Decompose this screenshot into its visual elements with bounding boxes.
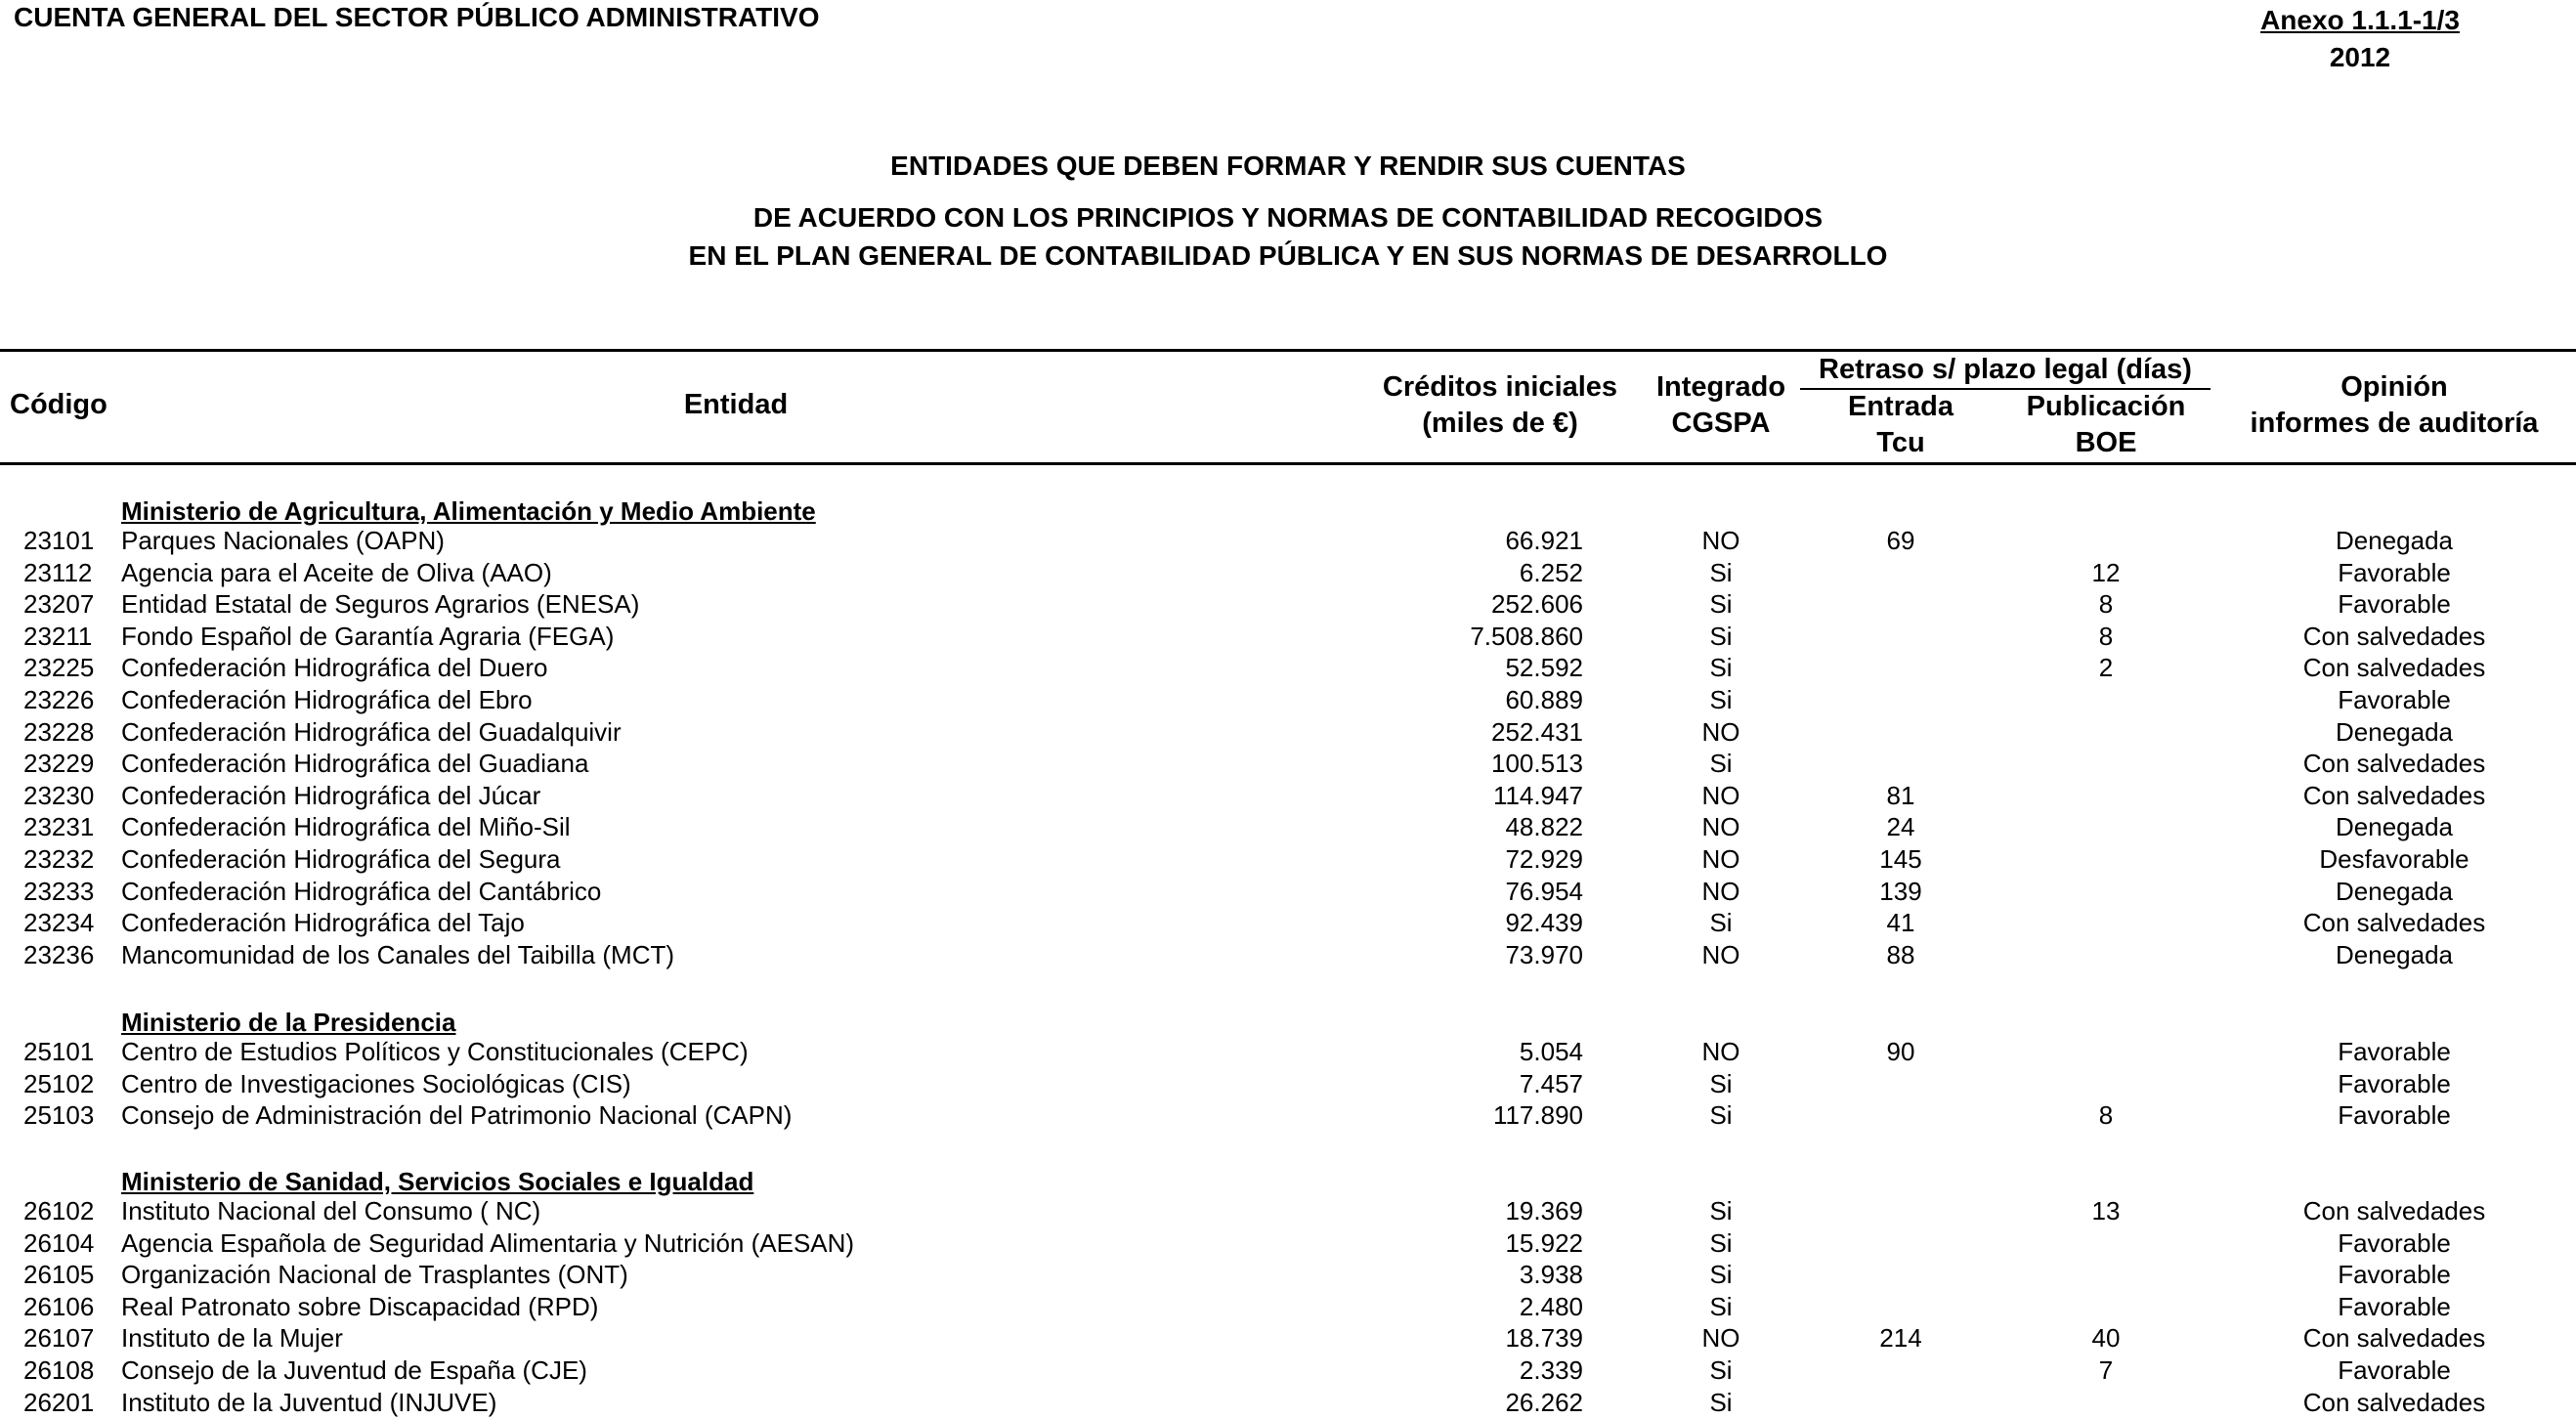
row-code: 23231 [23,812,95,842]
row-entity: Instituto Nacional del Consumo ( NC) [121,1196,541,1226]
row-opinion: Denegada [2336,716,2453,747]
table-row [0,1099,2576,1131]
row-entity: Instituto de la Juventud (INJUVE) [121,1387,497,1417]
column-header-credits-line-1: Créditos iniciales [1382,371,1618,403]
row-delay-boe: 8 [2098,621,2114,651]
row-delay-boe: 7 [2098,1355,2114,1385]
row-entity: Agencia para el Aceite de Oliva (AAO) [121,557,552,587]
row-entity: Parques Nacionales (OAPN) [121,526,445,555]
row-credits: 72.929 [1505,844,1583,874]
table-row [0,811,2576,842]
row-credits: 2.339 [1519,1355,1583,1385]
row-credits: 26.262 [1505,1387,1583,1417]
row-entity: Confederación Hidrográfica del Júcar [121,780,541,810]
row-credits: 3.938 [1519,1260,1583,1290]
row-code: 23232 [23,844,95,874]
row-integrated: NO [1701,526,1740,555]
row-credits: 92.439 [1505,908,1583,938]
row-credits: 7.457 [1519,1068,1583,1098]
table-row [0,1354,2576,1386]
row-code: 26107 [23,1323,95,1354]
table-row [0,621,2576,652]
row-integrated: Si [1709,1260,1733,1290]
annex-number: Anexo 1.1.1-1/3 [2260,5,2460,35]
row-code: 23207 [23,589,95,620]
table-row [0,716,2576,748]
row-opinion: Favorable [2338,1291,2451,1321]
row-credits: 6.252 [1519,557,1583,587]
row-credits: 5.054 [1519,1037,1583,1066]
row-credits: 114.947 [1492,780,1583,810]
row-integrated: Si [1709,1291,1733,1321]
row-credits: 48.822 [1505,812,1583,842]
row-credits: 73.970 [1505,939,1583,969]
row-opinion: Denegada [2336,812,2453,842]
row-code: 26108 [23,1355,95,1385]
row-opinion: Con salvedades [2302,1323,2486,1354]
row-integrated: Si [1709,557,1733,587]
row-opinion: Favorable [2338,1068,2451,1098]
row-integrated: Si [1709,589,1733,620]
table-row [0,1387,2576,1418]
row-credits: 15.922 [1505,1227,1583,1258]
row-opinion: Favorable [2338,557,2451,587]
row-entity: Centro de Estudios Políticos y Constitucionales (CEPC) [121,1037,749,1066]
row-delay-tcu: 214 [1879,1323,1922,1354]
row-code: 23226 [23,685,95,714]
row-integrated: Si [1709,1387,1733,1417]
row-credits: 60.889 [1505,685,1583,714]
table-row [0,1195,2576,1226]
row-opinion: Favorable [2338,589,2451,620]
column-header-boe-line-2: BOE [2075,427,2137,458]
row-credits: 7.508.860 [1470,621,1583,651]
row-opinion: Favorable [2338,685,2451,714]
row-credits: 18.739 [1505,1323,1583,1354]
table-header-bottom-rule [0,462,2576,465]
table-row [0,939,2576,970]
row-entity: Agencia Española de Seguridad Alimentaria y Nutrición (AESAN) [121,1227,855,1258]
row-opinion: Denegada [2336,526,2453,555]
column-header-credits [1358,369,1642,442]
column-header-credits-line-2: (miles de €) [1422,408,1578,439]
ministry-group-header: Ministerio de Agricultura, Alimentación y Medio Ambiente [121,496,816,526]
row-code: 26104 [23,1227,95,1258]
ministry-group-header: Ministerio de la Presidencia [121,1008,456,1037]
row-entity: Mancomunidad de los Canales del Taibilla (MCT) [121,939,675,969]
row-integrated: Si [1709,1068,1733,1098]
row-entity: Consejo de Administración del Patrimonio Nacional (CAPN) [121,1100,793,1131]
row-credits: 52.592 [1505,653,1583,683]
row-code: 23230 [23,780,95,810]
row-integrated: Si [1709,621,1733,651]
row-entity: Confederación Hidrográfica del Duero [121,653,548,683]
column-header-integrated [1642,369,1800,442]
row-credits: 117.890 [1492,1100,1583,1131]
table-row [0,876,2576,907]
row-entity: Confederación Hidrográfica del Segura [121,844,561,874]
row-code: 23228 [23,716,95,747]
row-entity: Real Patronato sobre Discapacidad (RPD) [121,1291,599,1321]
row-entity: Confederación Hidrográfica del Ebro [121,685,533,714]
ministry-group-header: Ministerio de Sanidad, Servicios Sociales e Igualdad [121,1167,754,1196]
row-code: 25101 [23,1037,95,1066]
row-opinion: Favorable [2338,1037,2451,1066]
annex-reference [2218,2,2502,76]
annex-year: 2012 [2329,42,2391,72]
row-integrated: Si [1709,1355,1733,1385]
row-integrated: Si [1709,749,1733,779]
table-row [0,557,2576,588]
row-credits: 66.921 [1505,526,1583,555]
row-entity: Confederación Hidrográfica del Guadiana [121,749,589,779]
row-integrated: NO [1701,876,1740,906]
row-opinion: Denegada [2336,876,2453,906]
row-code: 26102 [23,1196,95,1226]
row-code: 23211 [23,621,93,651]
row-delay-tcu: 90 [1886,1037,1915,1066]
row-code: 25103 [23,1100,95,1131]
row-integrated: Si [1709,1100,1733,1131]
table-row [0,588,2576,620]
row-delay-tcu: 24 [1886,812,1915,842]
row-entity: Confederación Hidrográfica del Cantábrico [121,876,602,906]
column-header-integrated-line-1: Integrado [1655,371,1786,403]
table-row [0,748,2576,779]
table-row [0,1291,2576,1322]
column-header-tcu [1827,389,1974,461]
row-integrated: Si [1709,685,1733,714]
row-entity: Fondo Español de Garantía Agraria (FEGA) [121,621,615,651]
table-row [0,1322,2576,1354]
row-code: 23236 [23,939,95,969]
document-header: CUENTA GENERAL DEL SECTOR PÚBLICO ADMINISTRATIVO [14,2,820,32]
row-opinion: Denegada [2336,939,2453,969]
row-credits: 252.606 [1491,589,1583,620]
row-opinion: Con salvedades [2302,653,2486,683]
table-row [0,1227,2576,1259]
table-row [0,1068,2576,1099]
row-opinion: Favorable [2338,1227,2451,1258]
table-row [0,1259,2576,1290]
row-code: 25102 [23,1068,95,1098]
document-title-line-1: ENTIDADES QUE DEBEN FORMAR Y RENDIR SUS CUENTAS [890,150,1686,181]
table-row [0,684,2576,715]
row-code: 26105 [23,1260,95,1290]
row-integrated: Si [1709,1196,1733,1226]
row-delay-boe: 13 [2091,1196,2121,1226]
row-delay-tcu: 81 [1886,780,1915,810]
row-entity: Confederación Hidrográfica del Guadalquivir [121,716,622,747]
row-opinion: Con salvedades [2302,1387,2486,1417]
row-entity: Confederación Hidrográfica del Miño-Sil [121,812,571,842]
row-opinion: Desfavorable [2319,844,2469,874]
row-integrated: NO [1701,844,1740,874]
row-delay-tcu: 69 [1886,526,1915,555]
row-delay-boe: 8 [2098,589,2114,620]
row-code: 26106 [23,1291,95,1321]
row-integrated: Si [1709,908,1733,938]
column-header-boe-line-1: Publicación [2026,391,2186,422]
row-delay-tcu: 88 [1886,939,1915,969]
row-entity: Centro de Investigaciones Sociológicas (CIS) [121,1068,631,1098]
document-title-line-3: EN EL PLAN GENERAL DE CONTABILIDAD PÚBLICA Y EN SUS NORMAS DE DESARROLLO [688,240,1888,271]
row-opinion: Favorable [2338,1355,2451,1385]
row-integrated: NO [1701,939,1740,969]
row-opinion: Favorable [2338,1260,2451,1290]
column-header-opinion [2228,369,2560,442]
row-integrated: NO [1701,780,1740,810]
row-entity: Confederación Hidrográfica del Tajo [121,908,525,938]
column-header-delay: Retraso s/ plazo legal (días) [1819,354,2192,385]
row-credits: 100.513 [1491,749,1583,779]
column-header-tcu-line-1: Entrada [1848,391,1953,422]
row-integrated: NO [1701,716,1740,747]
row-code: 23101 [23,526,95,555]
row-delay-tcu: 145 [1879,844,1922,874]
table-row [0,652,2576,683]
row-credits: 2.480 [1519,1291,1583,1321]
row-opinion: Con salvedades [2302,621,2486,651]
row-integrated: Si [1709,1227,1733,1258]
document-title-line-2: DE ACUERDO CON LOS PRINCIPIOS Y NORMAS DE CONTABILIDAD RECOGIDOS [752,202,1824,233]
row-opinion: Favorable [2338,1100,2451,1131]
row-opinion: Con salvedades [2302,780,2486,810]
row-code: 23234 [23,908,95,938]
row-entity: Organización Nacional de Trasplantes (ONT) [121,1260,628,1290]
row-integrated: NO [1701,1323,1740,1354]
row-opinion: Con salvedades [2302,749,2486,779]
row-opinion: Con salvedades [2302,1196,2486,1226]
table-row [0,907,2576,938]
column-header-opinion-line-2: informes de auditoría [2250,408,2539,439]
row-code: 23229 [23,749,95,779]
row-opinion: Con salvedades [2302,908,2486,938]
row-delay-boe: 8 [2098,1100,2114,1131]
table-row [0,780,2576,811]
table-row [0,525,2576,556]
column-header-integrated-line-2: CGSPA [1671,408,1771,439]
column-header-entity: Entidad [683,389,789,420]
column-header-code: Código [10,389,107,420]
row-delay-tcu: 41 [1886,908,1915,938]
table-row [0,843,2576,875]
row-entity: Instituto de la Mujer [121,1323,343,1354]
row-delay-tcu: 139 [1879,876,1922,906]
row-integrated: NO [1701,812,1740,842]
row-entity: Entidad Estatal de Seguros Agrarios (ENESA) [121,589,640,620]
column-header-tcu-line-2: Tcu [1876,427,1925,458]
row-code: 23233 [23,876,95,906]
row-delay-boe: 12 [2091,557,2121,587]
row-code: 23112 [23,557,93,587]
row-entity: Consejo de la Juventud de España (CJE) [121,1355,587,1385]
row-integrated: NO [1701,1037,1740,1066]
row-credits: 252.431 [1491,716,1583,747]
row-integrated: Si [1709,653,1733,683]
table-row [0,1036,2576,1067]
row-code: 23225 [23,653,95,683]
row-delay-boe: 40 [2091,1323,2121,1354]
row-credits: 19.369 [1505,1196,1583,1226]
column-header-boe [2013,389,2199,461]
row-code: 26201 [23,1387,95,1417]
row-credits: 76.954 [1505,876,1583,906]
column-header-opinion-line-1: Opinión [2340,371,2448,403]
row-delay-boe: 2 [2098,653,2114,683]
